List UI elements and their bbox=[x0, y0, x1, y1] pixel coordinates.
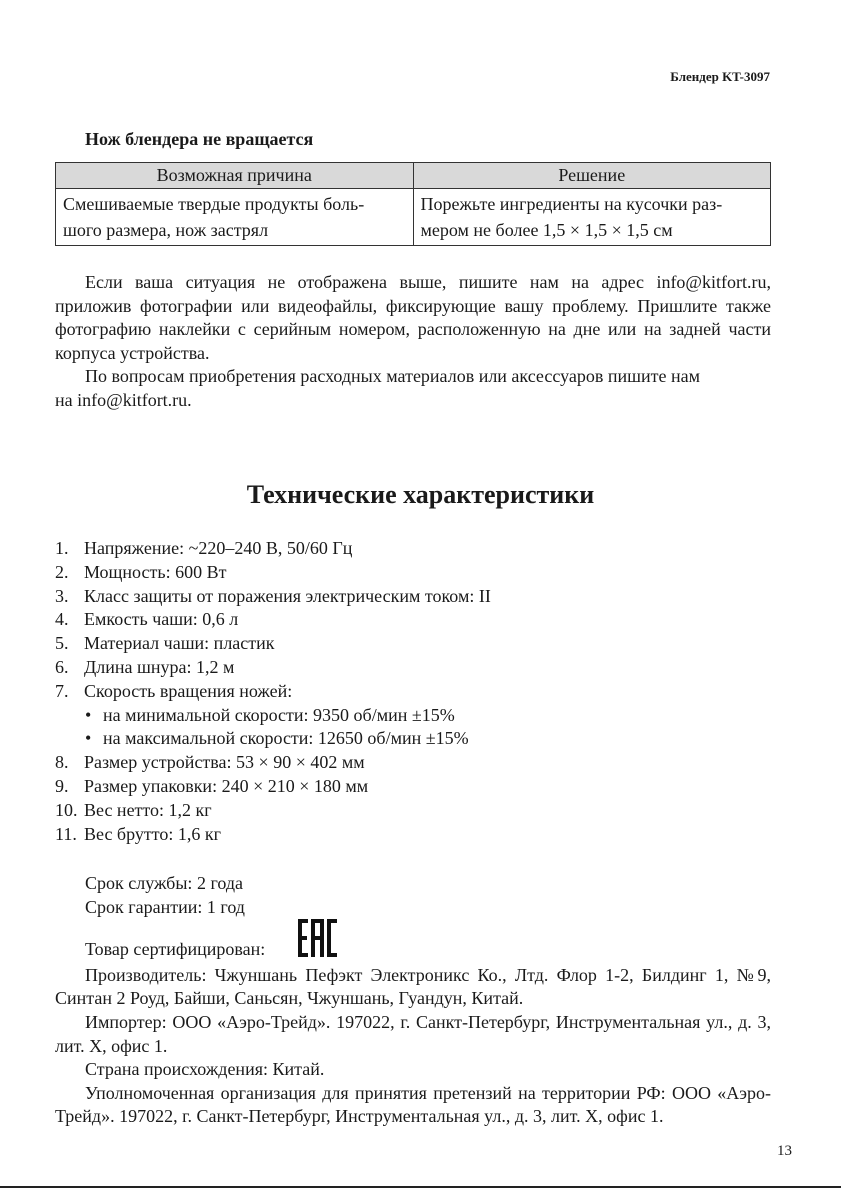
spec-text: Длина шнура: 1,2 м bbox=[84, 656, 235, 677]
manufacturer-info: Производитель: Чжуншань Пефэкт Электроникс Ко., Лтд. Флор 1-2, Билдинг 1, №9, Синтан 2 Роуд, Байши, Саньсян, Чжуншань, Гуандун, Китай. bbox=[55, 964, 771, 1009]
cause-cell: Смешиваемые твердые продукты боль- шого размера, нож застрял bbox=[56, 189, 414, 246]
spec-number: 9. bbox=[55, 775, 69, 796]
spec-text: Вес нетто: 1,2 кг bbox=[84, 799, 212, 820]
spec-number: 6. bbox=[55, 656, 69, 677]
table-row bbox=[56, 189, 771, 246]
speed-subitem bbox=[55, 727, 491, 751]
spec-item bbox=[55, 751, 491, 775]
spec-number: 1. bbox=[55, 538, 69, 558]
spec-text: Напряжение: ~220–240 В, 50/60 Гц bbox=[84, 538, 353, 558]
table-header-row bbox=[56, 163, 771, 189]
authorized-organization: Уполномоченная организация для принятия претензий на территории РФ: ООО «Аэро-Трейд». 197022, г. Санкт-Петербург, Инструментальная ул., д. 3, лит. Х, офис 1. bbox=[55, 1082, 771, 1127]
bullet-icon: • bbox=[85, 728, 92, 749]
spec-text: Класс защиты от поражения электрическим током: II bbox=[84, 585, 491, 606]
importer-info: Импортер: ООО «Аэро-Трейд». 197022, г. Санкт-Петербург, Инструментальная ул., д. 3, лит. Х, офис 1. bbox=[55, 1011, 771, 1056]
spec-item bbox=[55, 680, 491, 704]
contact-section bbox=[55, 271, 771, 413]
warranty-period: Срок гарантии: 1 год bbox=[85, 896, 245, 917]
column-header-cause: Возможная причина bbox=[56, 163, 414, 189]
spec-number: 7. bbox=[55, 680, 69, 701]
accessories-paragraph-line2: на info@kitfort.ru. bbox=[55, 389, 192, 410]
spec-text: Размер упаковки: 240 × 210 × 180 мм bbox=[84, 775, 369, 796]
contact-paragraph: Если ваша ситуация не отображена выше, пишите нам на адрес info@kitfort.ru, приложив фотографии или видеофайлы, фиксирующие вашу проблему. Пришлите также фотографию наклейки с серийным номером, расположенную на дне или на задней части корпуса устройства. bbox=[55, 272, 771, 363]
spec-text: Вес брутто: 1,6 кг bbox=[84, 823, 221, 844]
eac-mark-icon bbox=[268, 919, 338, 964]
speed-text: на максимальной скорости: 12650 об/мин ±15% bbox=[103, 728, 469, 749]
spec-text: Скорость вращения ножей: bbox=[84, 680, 293, 701]
spec-item bbox=[55, 585, 491, 609]
spec-text: Размер устройства: 53 × 90 × 402 мм bbox=[84, 752, 365, 773]
spec-number: 2. bbox=[55, 561, 69, 582]
spec-text: Материал чаши: пластик bbox=[84, 633, 275, 654]
troubleshooting-table bbox=[55, 162, 771, 246]
spec-number: 4. bbox=[55, 609, 69, 630]
specs-heading: Технические характеристики bbox=[246, 480, 595, 509]
specs-list bbox=[55, 537, 491, 846]
troubleshooting-heading: Нож блендера не вращается bbox=[85, 129, 314, 149]
spec-item bbox=[55, 656, 491, 680]
service-life: Срок службы: 2 года bbox=[85, 873, 244, 893]
spec-number: 11. bbox=[55, 823, 77, 844]
running-header: Блендер KT-3097 bbox=[670, 69, 770, 84]
spec-item bbox=[55, 823, 491, 847]
spec-item bbox=[55, 632, 491, 656]
speed-text: на минимальной скорости: 9350 об/мин ±15% bbox=[103, 704, 455, 725]
country-of-origin: Страна происхождения: Китай. bbox=[85, 1059, 325, 1080]
certification-line bbox=[55, 919, 771, 964]
bottom-divider bbox=[0, 1186, 841, 1188]
spec-text: Мощность: 600 Вт bbox=[84, 561, 227, 582]
spec-item bbox=[55, 775, 491, 799]
spec-item bbox=[55, 537, 491, 561]
accessories-paragraph-line1: По вопросам приобретения расходных материалов или аксессуаров пишите нам bbox=[85, 366, 700, 387]
spec-item bbox=[55, 561, 491, 585]
bullet-icon: • bbox=[85, 704, 92, 725]
spec-item bbox=[55, 799, 491, 823]
page-number: 13 bbox=[777, 1143, 792, 1159]
spec-number: 5. bbox=[55, 633, 69, 654]
speed-subitem bbox=[55, 704, 491, 728]
spec-text: Емкость чаши: 0,6 л bbox=[84, 609, 239, 630]
spec-item bbox=[55, 608, 491, 632]
spec-number: 8. bbox=[55, 752, 69, 773]
spec-number: 3. bbox=[55, 585, 69, 606]
certified-label: Товар сертифицирован: bbox=[85, 939, 266, 960]
solution-cell: Порежьте ингредиенты на кусочки раз- мером не более 1,5 × 1,5 × 1,5 см bbox=[413, 189, 771, 246]
product-info-section bbox=[55, 872, 771, 1129]
column-header-solution: Решение bbox=[413, 163, 771, 189]
spec-number: 10. bbox=[55, 799, 78, 820]
